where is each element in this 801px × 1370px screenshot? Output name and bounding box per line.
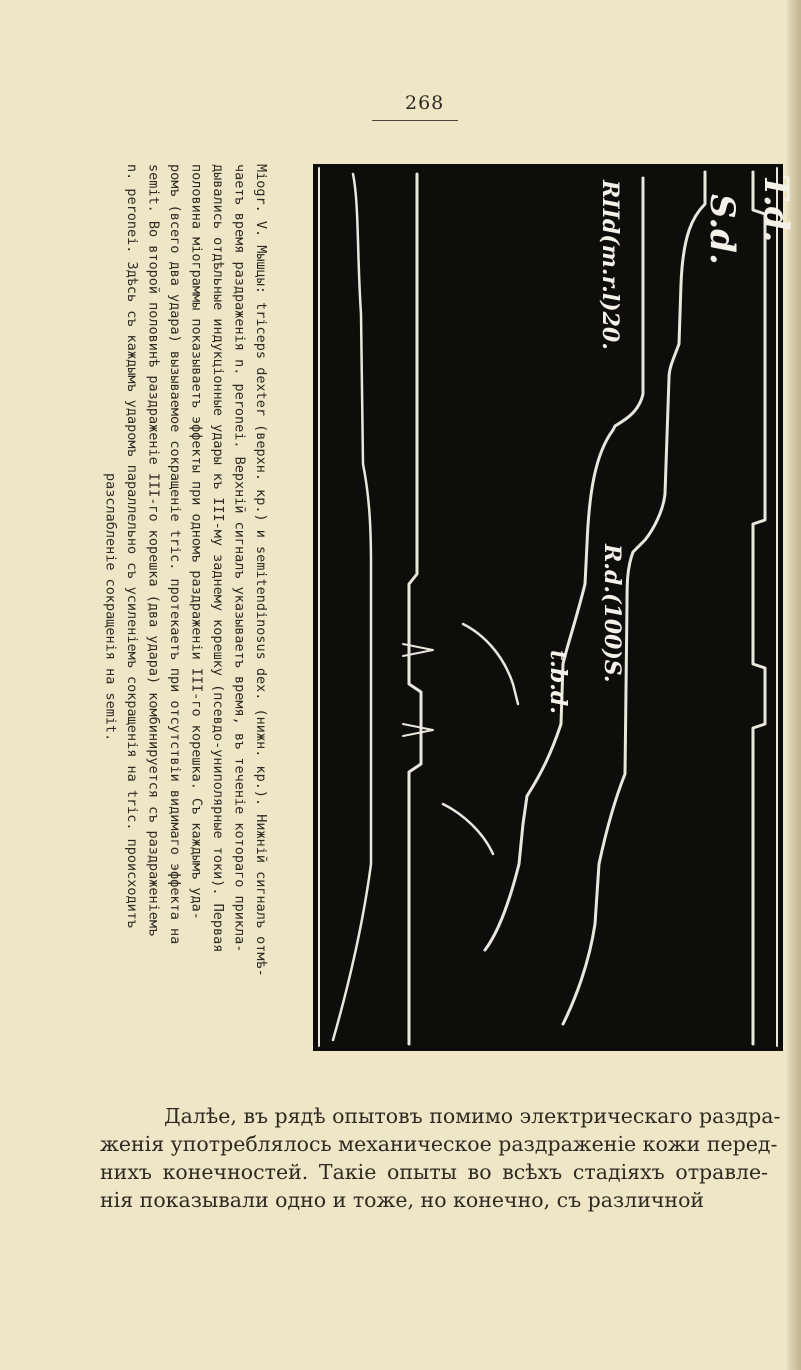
caption-line: дывались отдѣльные индукціонные удары къ III-му заднему корешку (псевдо-униполярные токи). Первая [210, 164, 226, 953]
lower-signal-trace [409, 174, 421, 1044]
caption-line: Miogr. V. Мышцы: triceps dexter (верхн. кр.) и semitendinosus dex. (нижн. кр.). Нижній сигналъ отмѣ- [253, 164, 269, 977]
caption-line: ромъ (всего два удара) вызываемое сокращеніе tric. протекаетъ при отсутствіи видимаго эффекта на [167, 164, 183, 945]
header-rule [372, 120, 458, 121]
sweep-trace [463, 624, 518, 704]
body-line: нихъ конечностей. Такіе опыты во всѣхъ стадіяхъ отравле- [100, 1160, 768, 1184]
caption-line: разслабленіе сокращенія на semit. [102, 473, 119, 742]
page-number: 268 [405, 92, 445, 114]
label-tric-dext: T.d. [756, 174, 796, 243]
triceps-trace [563, 172, 705, 1024]
sweep-trace [443, 804, 493, 854]
caption-line: половина міограммы показываетъ эффекты при одномъ раздраженіи III-го корешка. Съ каждымъ уда- [188, 164, 205, 920]
caption-line: semit. Во второй половинѣ раздраженіе III-го корешка (два удара) комбинируется съ раздраженіемъ [145, 164, 162, 937]
body-line: женія употреблялось механическое раздраженіе кожи перед- [100, 1132, 778, 1156]
figure-caption [90, 164, 270, 1051]
stimulus-mark [403, 724, 433, 736]
label-semit-dext: S.d. [702, 194, 742, 265]
body-paragraph [100, 1102, 781, 1214]
body-line: нія показывали одно и тоже, но конечно, съ различной [100, 1188, 705, 1212]
myogram-traces [313, 164, 796, 1051]
label-middle-small: t.b.d. [545, 650, 571, 714]
caption-line: чаетъ время раздраженія n. peronei. Верхній сигналъ указываетъ время, въ теченіе котораго прикла- [231, 164, 248, 953]
myogram-figure [313, 164, 796, 1051]
label-middle-vertical: R.d.(100)S. [599, 544, 625, 683]
label-side-vertical: RIId(m.r.l)20. [597, 180, 623, 350]
baseline-trace [333, 174, 371, 1040]
body-line: Далѣе, въ рядѣ опытовъ помимо электрическаго раздра- [164, 1104, 781, 1128]
upper-signal-trace [753, 172, 765, 1044]
caption-line: n. peronei. Здѣсь съ каждымъ ударомъ параллельно съ усиленіемъ сокращенія на tric. происходитъ [124, 164, 140, 929]
